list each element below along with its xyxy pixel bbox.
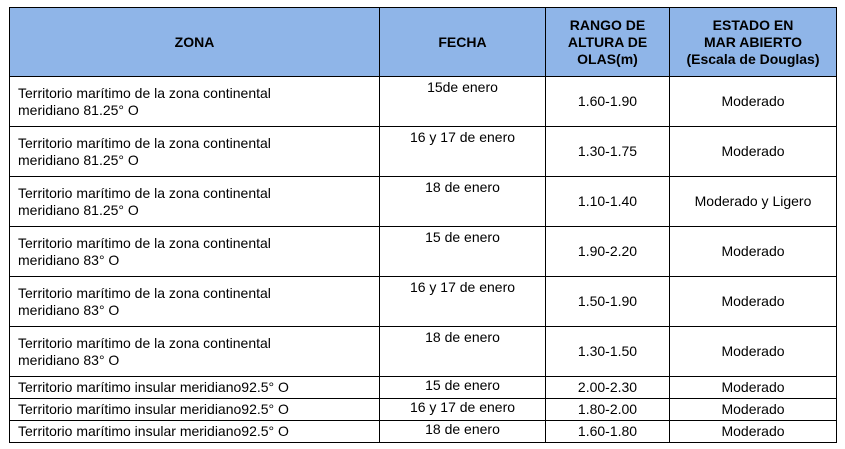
table-row xyxy=(10,377,837,399)
table-row xyxy=(10,277,837,327)
zona-cell: Territorio marítimo insular meridiano92.5° O xyxy=(10,399,380,421)
estado-cell: Moderado y Ligero xyxy=(670,177,837,227)
estado-cell: Moderado xyxy=(670,399,837,421)
rango-cell: 1.60-1.90 xyxy=(546,77,670,127)
header-rango: RANGO DE ALTURA DE OLAS(m) xyxy=(546,8,670,77)
rango-cell: 1.30-1.50 xyxy=(546,327,670,377)
estado-cell: Moderado xyxy=(670,277,837,327)
fecha-cell: 15 de enero xyxy=(380,227,546,277)
zona-cell: Territorio marítimo de la zona continental meridiano 81.25° O xyxy=(10,177,380,227)
wave-forecast-table xyxy=(9,7,837,443)
rango-cell: 1.50-1.90 xyxy=(546,277,670,327)
rango-cell: 1.90-2.20 xyxy=(546,227,670,277)
rango-cell: 1.30-1.75 xyxy=(546,127,670,177)
fecha-cell: 18 de enero xyxy=(380,327,546,377)
estado-cell: Moderado xyxy=(670,377,837,399)
fecha-cell: 15 de enero xyxy=(380,377,546,399)
fecha-cell: 18 de enero xyxy=(380,177,546,227)
estado-cell: Moderado xyxy=(670,227,837,277)
rango-cell: 1.80-2.00 xyxy=(546,399,670,421)
estado-cell: Moderado xyxy=(670,127,837,177)
header-fecha: FECHA xyxy=(380,8,546,77)
estado-cell: Moderado xyxy=(670,77,837,127)
fecha-cell: 16 y 17 de enero xyxy=(380,399,546,421)
table-row xyxy=(10,177,837,227)
estado-cell: Moderado xyxy=(670,421,837,443)
zona-cell: Territorio marítimo de la zona continental meridiano 81.25° O xyxy=(10,77,380,127)
zona-cell: Territorio marítimo de la zona continental meridiano 83° O xyxy=(10,227,380,277)
rango-cell: 2.00-2.30 xyxy=(546,377,670,399)
fecha-cell: 18 de enero xyxy=(380,421,546,443)
zona-cell: Territorio marítimo insular meridiano92.5° O xyxy=(10,377,380,399)
table-row xyxy=(10,77,837,127)
table-row xyxy=(10,421,837,443)
table-row xyxy=(10,399,837,421)
header-estado: ESTADO EN MAR ABIERTO (Escala de Douglas) xyxy=(670,8,837,77)
fecha-cell: 15de enero xyxy=(380,77,546,127)
fecha-cell: 16 y 17 de enero xyxy=(380,277,546,327)
table-row xyxy=(10,227,837,277)
table-row xyxy=(10,127,837,177)
fecha-cell: 16 y 17 de enero xyxy=(380,127,546,177)
estado-cell: Moderado xyxy=(670,327,837,377)
table-row xyxy=(10,327,837,377)
zona-cell: Territorio marítimo de la zona continental meridiano 83° O xyxy=(10,277,380,327)
rango-cell: 1.60-1.80 xyxy=(546,421,670,443)
zona-cell: Territorio marítimo de la zona continental meridiano 83° O xyxy=(10,327,380,377)
zona-cell: Territorio marítimo insular meridiano92.5° O xyxy=(10,421,380,443)
rango-cell: 1.10-1.40 xyxy=(546,177,670,227)
zona-cell: Territorio marítimo de la zona continental meridiano 81.25° O xyxy=(10,127,380,177)
header-zona: ZONA xyxy=(10,8,380,77)
header-row xyxy=(10,8,837,77)
